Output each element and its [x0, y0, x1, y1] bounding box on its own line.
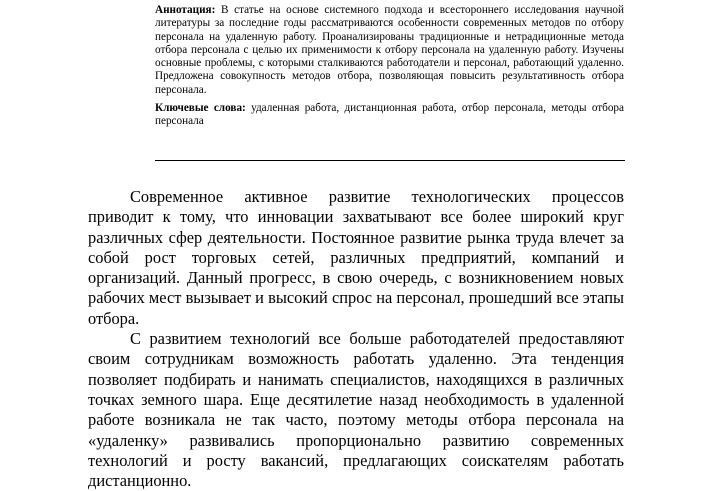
body-paragraph-2: С развитием технологий все больше работодателей предоставляют своим сотрудникам возможность работать удаленно. Эта тенденция позволяет подбирать и нанимать специалистов, находящихся в различных точках земного шара. Еще десятилетие назад необходимость в удаленной работе возникала не так часто, поэтому методы отбора персонала на «удаленку» развивались пропорционально развитию современных технологий и росту вакансий, предлагающих соискателям работать дистанционно. — [88, 329, 624, 491]
keywords-label: Ключевые слова: — [155, 102, 246, 115]
abstract-divider — [155, 160, 625, 161]
abstract-paragraph — [155, 4, 624, 97]
body-text — [88, 187, 624, 491]
body-paragraph-1: Современное активное развитие технологических процессов приводит к тому, что инновации захватывают все более широкий круг различных сфер деятельности. Постоянное развитие рынка труда влечет за собой рост торговых сетей, различных предприятий, компаний и организаций. Данный прогресс, в свою очередь, с возникновением новых рабочих мест вызывает и высокий спрос на персонал, прошедший все этапы отбора. — [88, 187, 624, 328]
abstract-label: Аннотация: — [155, 4, 216, 16]
keywords-text: удаленная работа, дистанционная работа, отбор персонала, методы отбора персонала — [155, 102, 624, 128]
abstract-block — [155, 4, 624, 129]
abstract-text: В статье на основе системного подхода и всестороннего исследования научной литературы за последние годы рассматриваются особенности современных методов по отбору персонала на удаленную работу. Проанализированы традиционные и нетрадиционные метода отбора персонала с целью их применимости к отбору персонала на удаленную работу. Изучены основные проблемы, с которыми сталкиваются работодатели и персонал, работающий удаленно. Предложена совокупность методов отбора, позволяющая повысить результативность отбора персонала. — [155, 4, 625, 96]
keywords-paragraph — [155, 102, 624, 129]
